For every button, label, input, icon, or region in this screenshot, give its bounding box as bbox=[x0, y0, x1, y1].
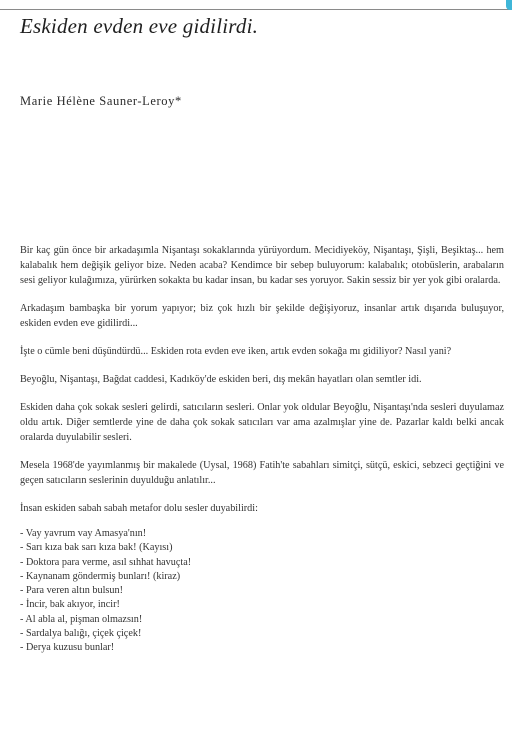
list-item: - Al abla al, pişman olmazsın! bbox=[20, 613, 143, 625]
article-body bbox=[20, 243, 504, 656]
author-name: Marie Hélène Sauner-Leroy* bbox=[20, 94, 182, 108]
list-item: - Derya kuzusu bunlar! bbox=[20, 642, 115, 654]
list-item: - Doktora para verme, asıl sıhhat havuçta! bbox=[20, 556, 192, 568]
list-item: - Sardalya balığı, çiçek çiçek! bbox=[20, 628, 142, 640]
paragraph: Mesela 1968'de yayımlanmış bir makalede (Uysal, 1968) Fatih'te sabahları simitçi, sütçü, eskici, sebzeci geçtiğini ve geçen satıcıların seslerinin duyulduğu anlatılır... bbox=[20, 460, 504, 486]
list-item: - İncir, bak akıyor, incir! bbox=[20, 599, 120, 611]
list-item: - Sarı kıza bak sarı kıza bak! (Kayısı) bbox=[20, 542, 173, 554]
article-title: Eskiden evden eve gidilirdi. bbox=[20, 14, 259, 38]
list-item: - Kaynanam göndermiş bunları! (kiraz) bbox=[20, 570, 181, 582]
list-item: - Para veren altın bulsun! bbox=[20, 585, 123, 597]
top-rule bbox=[0, 9, 512, 10]
paragraph: Arkadaşım bambaşka bir yorum yapıyor; biz çok hızlı bir şekilde değişiyoruz, insanlar artık dışarıda buluşuyor, eskiden evden eve gidilirdi... bbox=[20, 303, 504, 329]
vendor-cries-list bbox=[20, 527, 504, 656]
paragraph: İnsan eskiden sabah sabah metafor dolu sesler duyabilirdi: bbox=[20, 503, 258, 514]
paragraph: Bir kaç gün önce bir arkadaşımla Nişantaşı sokaklarında yürüyordum. Mecidiyeköy, Nişantaşı, Şişli, Beşiktaş... hem kalabalık hem değişik geliyor bize. Neden acaba? Kendimce bir sebep buluyorum: kalabalık; otobüslerin, arabaların sesi geliyor kulağımıza, yürürken sokakta bu kadar insan, bu kadar ses yoruyor. Sakin sessiz bir yer yok gibi oralarda. bbox=[20, 245, 504, 286]
paragraph: Eskiden daha çok sokak sesleri gelirdi, satıcıların sesleri. Onlar yok oldular Beyoğlu, Nişantaşı'nda sesleri duyulamaz oldu artık. Diğer semtlerde yine de daha çok sokak satıcıları var ama azalmışlar yine de. Pazarlar kaldı belki ancak oralarda duyulabilir sesleri. bbox=[20, 402, 504, 443]
list-item: - Vay yavrum vay Amasya'nın! bbox=[20, 528, 147, 539]
corner-mark bbox=[506, 0, 512, 10]
paragraph: Beyoğlu, Nişantaşı, Bağdat caddesi, Kadıköy'de eskiden beri, dış mekân hayatları olan semtler idi. bbox=[20, 374, 422, 385]
paragraph: İşte o cümle beni düşündürdü... Eskiden rota evden eve iken, artık evden sokağa mı gidiliyor? Nasıl yani? bbox=[20, 346, 452, 357]
